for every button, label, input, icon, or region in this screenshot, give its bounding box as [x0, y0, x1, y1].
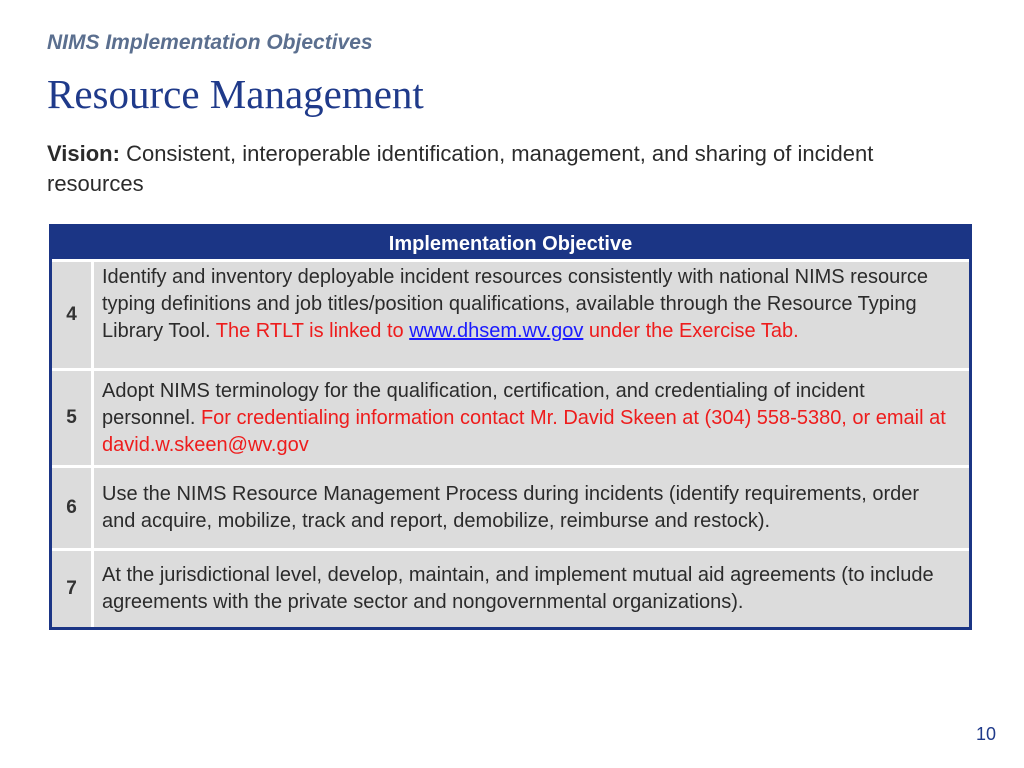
table-row — [52, 548, 969, 627]
table-header: Implementation Objective — [52, 227, 969, 259]
objective-text-cell — [94, 262, 969, 368]
objective-text: At the jurisdictional level, develop, maintain, and implement mutual aid agreements (to include agreements with the private sector and nongovernmental organizations). — [102, 564, 934, 613]
table-row — [52, 368, 969, 465]
objective-text-cell — [94, 551, 969, 627]
objective-number: 7 — [52, 551, 94, 627]
page-title: Resource Management — [47, 71, 424, 117]
table-row — [52, 465, 969, 548]
objective-text-cell — [94, 371, 969, 465]
table-row — [52, 259, 969, 368]
credentialing-contact-note: For credentialing information contact Mr. David Skeen at (304) 558-5380, or email at david.w.skeen@wv.gov — [102, 406, 946, 456]
objective-number: 4 — [52, 262, 94, 368]
vision-label: Vision: — [47, 141, 120, 166]
objective-number: 6 — [52, 468, 94, 548]
rtlt-note: The RTLT is linked to — [215, 320, 410, 342]
objective-text: Use the NIMS Resource Management Process during incidents (identify requirements, order and acquire, mobilize, track and report, demobilize, reimburse and restock). — [102, 483, 920, 532]
page-number: 10 — [975, 724, 996, 744]
objective-text: Adopt NIMS terminology for the qualification, certification, and credentialing of incident personnel. — [102, 379, 865, 429]
vision-statement — [47, 139, 947, 199]
objective-text-cell — [94, 468, 969, 548]
objective-text: Identify and inventory deployable incident resources consistently with national NIMS resource typing definitions and job titles/position qualifications, available through the Resource Typing Library Tool. — [102, 266, 928, 342]
objective-number: 5 — [52, 371, 94, 465]
dhsem-link[interactable]: www.dhsem.wv.gov — [409, 320, 584, 342]
exercise-tab-note: under the Exercise Tab. — [583, 320, 799, 342]
section-subtitle: NIMS Implementation Objectives — [47, 31, 373, 54]
vision-text: Consistent, interoperable identification, management, and sharing of incident resources — [47, 141, 874, 196]
objectives-table — [49, 224, 972, 630]
